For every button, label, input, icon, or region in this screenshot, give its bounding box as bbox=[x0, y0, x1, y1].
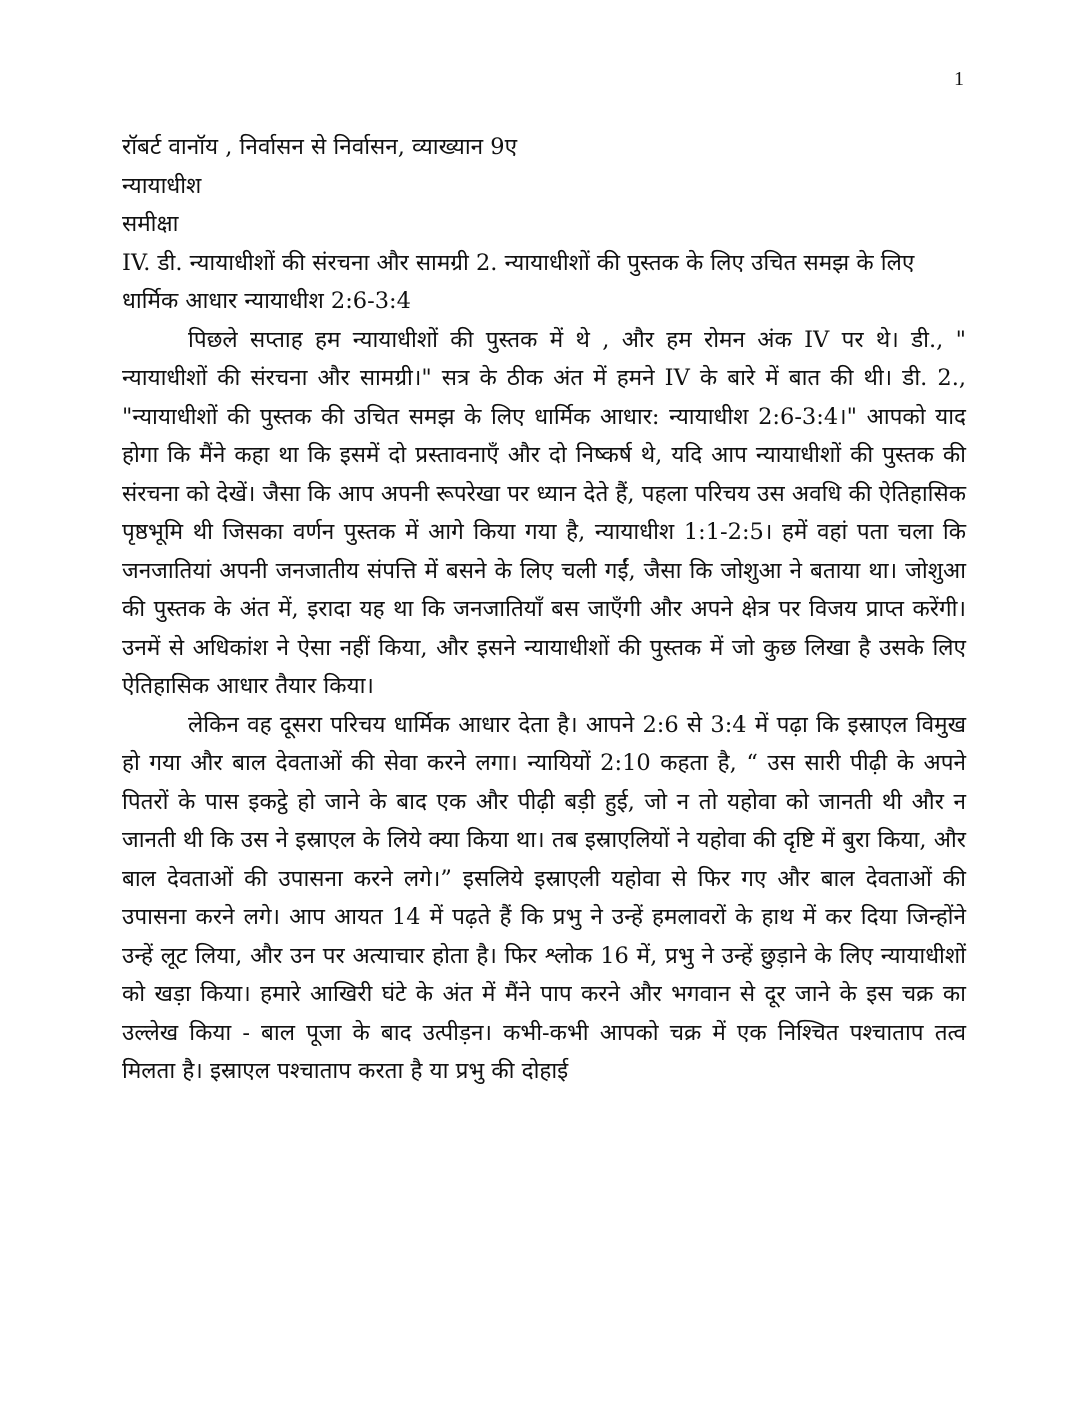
body-paragraph: पिछले सप्ताह हम न्यायाधीशों की पुस्तक में थे , और हम रोमन अंक IV पर थे। डी., " न्यायाधीशों की संरचना और सामग्री।" सत्र के ठीक अंत में हमने IV के बारे में बात की थी। डी. 2., "न्यायाधीशों की पुस्तक की उचित समझ के लिए धार्मिक आधार: न्यायाधीश 2:6-3:4।" आपको याद होगा कि मैंने कहा था कि इसमें दो प्रस्तावनाएँ और दो निष्कर्ष थे, यदि आप न्यायाधीशों की पुस्तक की संरचना को देखें। जैसा कि आप अपनी रूपरेखा पर ध्यान देते हैं, पहला परिचय उस अवधि की ऐतिहासिक पृष्ठभूमि थी जिसका वर्णन पुस्तक में आगे किया गया है, न्यायाधीश 1:1-2:5। हमें वहां पता चला कि जनजातियां अपनी जनजातीय संपत्ति में बसने के लिए चली गईं, जैसा कि जोशुआ ने बताया था। जोशुआ की पुस्तक के अंत में, इरादा यह था कि जनजातियाँ बस जाएँगी और अपने क्षेत्र पर विजय प्राप्त करेंगी। उनमें से अधिकांश ने ऐसा नहीं किया, और इसने न्यायाधीशों की पुस्तक में जो कुछ लिखा है उसके लिए ऐतिहासिक आधार तैयार किया। bbox=[122, 326, 966, 699]
body-paragraph: लेकिन वह दूसरा परिचय धार्मिक आधार देता है। आपने 2:6 से 3:4 में पढ़ा कि इस्राएल विमुख हो गया और बाल देवताओं की सेवा करने लगा। न्यायियों 2:10 कहता है, “ उस सारी पीढ़ी के अपने पितरों के पास इकट्ठे हो जाने के बाद एक और पीढ़ी बड़ी हुई, जो न तो यहोवा को जानती थी और न जानती थी कि उस ने इस्राएल के लिये क्या किया था। तब इस्राएलियों ने यहोवा की दृष्टि में बुरा किया, और बाल देवताओं की उपासना करने लगे।” इसलिये इस्राएली यहोवा से फिर गए और बाल देवताओं की उपासना करने लगे। आप आयत 14 में पढ़ते हैं कि प्रभु ने उन्हें हमलावरों के हाथ में कर दिया जिन्होंने उन्हें लूट लिया, और उन पर अत्याचार होता है। फिर श्लोक 16 में, प्रभु ने उन्हें छुड़ाने के लिए न्यायाधीशों को खड़ा किया। हमारे आखिरी घंटे के अंत में मैंने पाप करने और भगवान से दूर जाने के इस चक्र का उल्लेख किया - बाल पूजा के बाद उत्पीड़न। कभी-कभी आपको चक्र में एक निश्चित पश्चाताप तत्व मिलता है। इस्राएल पश्चाताप करता है या प्रभु की दोहाई bbox=[122, 711, 966, 1084]
document-title: रॉबर्ट वानॉय , निर्वासन से निर्वासन, व्याख्यान 9ए bbox=[122, 134, 518, 160]
document-subtitle-judges: न्यायाधीश bbox=[122, 172, 202, 199]
section-heading: IV. डी. न्यायाधीशों की संरचना और सामग्री 2. न्यायाधीशों की पुस्तक के लिए उचित समझ के लिए धार्मिक आधार न्यायाधीश 2:6-3:4 bbox=[122, 249, 915, 314]
document-subtitle-review: समीक्षा bbox=[122, 211, 179, 237]
page-number: 1 bbox=[954, 68, 964, 90]
document-body bbox=[122, 128, 966, 1091]
